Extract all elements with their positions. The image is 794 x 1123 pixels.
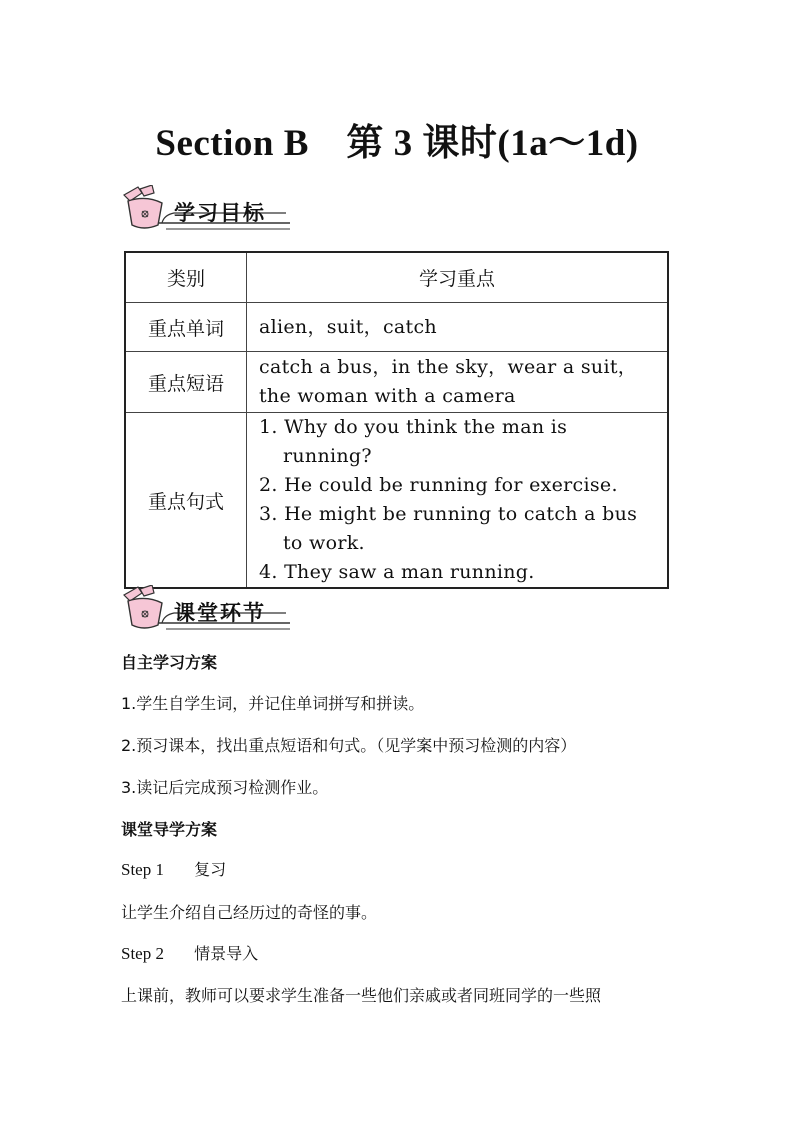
page-title: Section B 第 3 课时(1a～1d) [155,123,639,164]
sentence-line: 1. Why do you think the man is running? [259,416,568,467]
table-row [125,303,668,352]
guide-heading: 课堂导学方案 [121,820,218,839]
badge-label: 学习目标 [174,201,266,225]
row-category: 重点短语 [125,352,247,413]
self-study-item: 1.学生自学生词，并记住单词拼写和拼读。 [121,694,425,713]
step2-label: Step 2 [121,944,164,963]
step1-heading [121,857,226,880]
step2-title: 情景导入 [194,944,259,963]
section-badge-procedure [118,585,294,635]
self-study-item: 2.预习课本，找出重点短语和句式。（见学案中预习检测的内容） [121,736,577,755]
row-category: 重点单词 [125,303,247,352]
step2-heading [121,941,258,964]
row-content: alien，suit，catch [247,303,669,352]
step1-title: 复习 [194,860,227,879]
study-goals-table [124,251,669,589]
row-category: 重点句式 [125,413,247,589]
self-study-heading: 自主学习方案 [121,653,218,672]
header-category: 类别 [125,252,247,303]
sentence-line: 3. He might be running to catch a bus to work. [259,503,638,554]
step1-text: 让学生介绍自己经历过的奇怪的事。 [121,903,378,922]
section-badge-goals [118,185,294,235]
row-content: catch a bus，in the sky，wear a suit，the woman with a camera [247,352,669,413]
step1-label: Step 1 [121,860,164,879]
sentence-line: 4. They saw a man running. [259,561,535,583]
table-header-row [125,252,668,303]
badge-label: 课堂环节 [174,601,266,625]
step2-text: 上课前，教师可以要求学生准备一些他们亲戚或者同班同学的一些照 [121,986,602,1005]
row-content [247,413,669,589]
table-row [125,413,668,589]
header-focus: 学习重点 [247,252,669,303]
sentence-line: 2. He could be running for exercise. [259,474,618,496]
self-study-item: 3.读记后完成预习检测作业。 [121,778,329,797]
table-row [125,352,668,413]
